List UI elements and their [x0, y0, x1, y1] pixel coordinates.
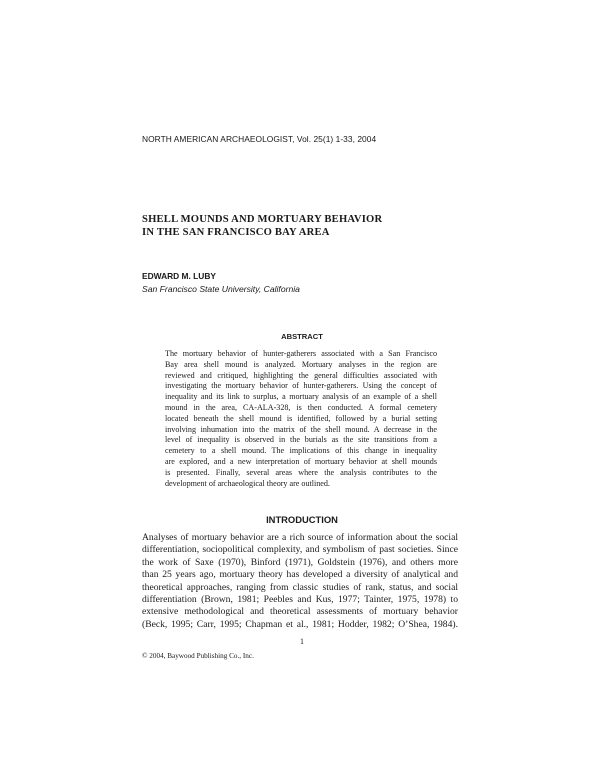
abstract-line: inequality and its link to surplus, a mortuary analysis of an example of a shell — [165, 392, 437, 402]
abstract-text — [165, 349, 437, 489]
abstract-line: investigating the mortuary behavior of hunter-gatherers. Using the concept of — [165, 381, 437, 391]
abstract-line: Bay area shell mound is analyzed. Mortuary analyses in the region are — [165, 359, 437, 369]
abstract-line: is presented. Finally, several areas where the analysis contributes to the — [165, 467, 437, 477]
title-line: SHELL MOUNDS AND MORTUARY BEHAVIOR — [142, 214, 383, 225]
author-name: EDWARD M. LUBY — [142, 271, 216, 281]
introduction-line: the work of Saxe (1970), Binford (1971), Goldstein (1976), and others more — [142, 556, 458, 568]
introduction-line: differentiation (Brown, 1981; Peebles and Kus, 1977; Tainter, 1975, 1978) to — [142, 594, 458, 606]
page-number: 1 — [300, 637, 304, 646]
author-affiliation: San Francisco State University, California — [142, 284, 300, 294]
abstract-line: The mortuary behavior of hunter-gatherers associated with a San Francisco — [165, 349, 437, 358]
introduction-line: (Beck, 1995; Carr, 1995; Chapman et al., 1981; Hodder, 1982; O’Shea, 1984). — [142, 618, 458, 630]
abstract-line: reviewed and critiqued, highlighting the general difficulties associated with — [165, 370, 437, 380]
abstract-line: level of inequality is observed in the burials as the site transitions from a — [165, 435, 437, 445]
introduction-line: than 25 years ago, mortuary theory has developed a diversity of analytical and — [142, 569, 458, 581]
abstract-line: involving inhumation into the matrix of the shell mound. A decrease in the — [165, 424, 437, 434]
article-title — [142, 214, 382, 239]
introduction-line: extensive methodological and theoretical assessments of mortuary behavior — [142, 606, 458, 618]
introduction-line: theoretical approaches, ranging from classic studies of rank, status, and social — [142, 581, 458, 593]
abstract-heading: ABSTRACT — [281, 332, 323, 341]
introduction-line: Analyses of mortuary behavior are a rich source of information about the social — [142, 532, 458, 543]
title-line: IN THE SAN FRANCISCO BAY AREA — [142, 226, 330, 238]
abstract-line: cemetery to a shell mound. The implications of this change in inequality — [165, 446, 437, 456]
abstract-line: located beneath the shell mound is identified, followed by a burial setting — [165, 413, 437, 423]
introduction-text — [142, 532, 458, 631]
abstract-line: development of archaeological theory are outlined. — [165, 478, 330, 488]
abstract-line: are explored, and a new interpretation of mortuary behavior at shell mounds — [165, 456, 437, 466]
introduction-line: differentiation, sociopolitical complexity, and symbolism of past societies. Since — [142, 544, 458, 556]
copyright-notice: © 2004, Baywood Publishing Co., Inc. — [142, 652, 254, 660]
introduction-heading: INTRODUCTION — [266, 514, 338, 525]
journal-citation: NORTH AMERICAN ARCHAEOLOGIST, Vol. 25(1) 1-33, 2004 — [142, 134, 377, 144]
abstract-line: mound in the area, CA-ALA-328, is then conducted. A formal cemetery — [165, 402, 437, 412]
